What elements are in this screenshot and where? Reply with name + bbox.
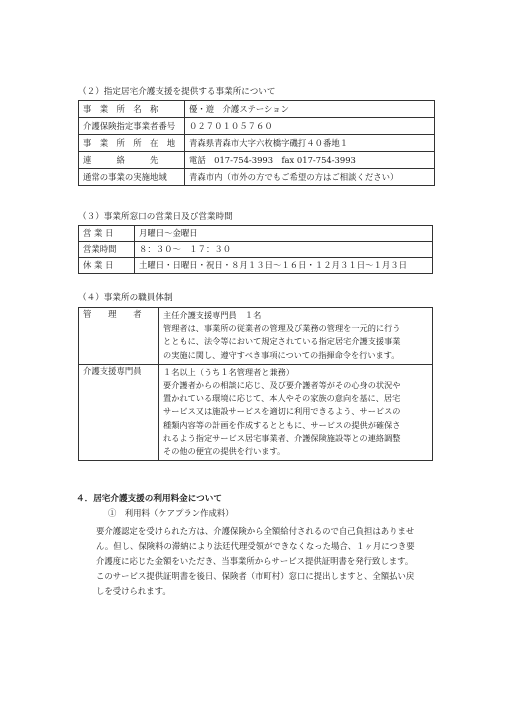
text-line: 要介護者からの相談に応じ、及び要介護者等がその心身の状況や	[163, 380, 401, 391]
text-line: 種類内容等の計画を作成するとともに、サービスの提供が確保さ	[163, 419, 401, 430]
text-line: れるよう指定サービス居宅事業者、介護保険施設等との連絡調整	[163, 432, 401, 443]
text-line: とともに、法令等において規定されている指定居宅介護支援事業	[163, 336, 401, 347]
paragraph-line: しを受けられます。	[96, 586, 171, 596]
table-row	[79, 152, 435, 169]
text-line: 置かれている環境に応じて、本人やその家族の意向を基に、居宅	[163, 393, 401, 404]
table-row	[79, 135, 435, 152]
table-row	[79, 118, 435, 135]
fees-subheading: ① 利用料（ケアプラン作成料）	[108, 508, 234, 518]
text-line: の実施に関し、遵守すべき事項についての指揮命令を行います。	[163, 349, 400, 360]
office-info-table	[78, 100, 435, 186]
paragraph-line: このサービス提供証明書を後日、保険者（市町村）窓口に提出しますと、全額払い戻	[96, 571, 415, 581]
row-value: 月曜日～金曜日	[135, 226, 433, 242]
row-value	[159, 364, 433, 460]
paragraph-line: 介護度に応じた金額をいただき、当事業所からサービス提供証明書を発行致します。	[96, 556, 414, 566]
row-label: 営 業 日	[79, 226, 135, 242]
text-line: 主任介護支援専門員 １名	[163, 310, 262, 320]
table-row	[79, 364, 433, 460]
row-value	[159, 308, 433, 365]
paragraph-line: 要介護認定を受けられた方は、介護保険から全額給付されるので自己負担はありませ	[96, 526, 415, 536]
row-label: 連 絡 先	[79, 152, 185, 169]
business-hours-table	[78, 225, 433, 274]
text-line: １名以上（うち１名管理者と兼務）	[163, 366, 295, 377]
row-value: 優・遊 介護ステーション	[185, 101, 435, 118]
row-value: 土曜日・日曜日・祝日・８月１３日～１６日・１２月３１日～１月３日	[135, 258, 433, 274]
row-label: 通常の事業の実施地域	[79, 169, 185, 186]
table-row	[79, 101, 435, 118]
table-row	[79, 242, 433, 258]
row-value: 電話 017-754-3993 fax 017-754-3993	[185, 152, 435, 169]
text-line: サービス又は施設サービスを適切に利用できるよう、サービスの	[163, 406, 401, 417]
text-line: その他の便宜の提供を行います。	[163, 446, 286, 457]
table-row	[79, 308, 433, 365]
row-label: 介護支援専門員	[79, 364, 159, 460]
fees-paragraph	[96, 524, 436, 599]
row-label: 事 業 所 名 称	[79, 101, 185, 118]
row-value: ０２７０１０５７６０	[185, 118, 435, 135]
row-label: 休 業 日	[79, 258, 135, 274]
row-value: 青森市内（市外の方でもご希望の方はご相談ください）	[185, 169, 435, 186]
row-label: 事 業 所 所 在 地	[79, 135, 185, 152]
table-row	[79, 226, 433, 242]
paragraph-line: ん。但し、保険料の滞納により法廷代理受領ができなくなった場合、１ヶ月につき要	[96, 541, 415, 551]
row-value: 青森県青森市大字六枚橋字磯打４０番地１	[185, 135, 435, 152]
fees-heading: ４．居宅介護支援の利用料金について	[76, 494, 222, 504]
section-4-heading: （４）事業所の職員体制	[78, 293, 173, 303]
row-value: ８：３０～ １７：３０	[135, 242, 433, 258]
table-row	[79, 258, 433, 274]
section-3-heading: （３）事業所窓口の営業日及び営業時間	[78, 212, 233, 222]
row-label: 営業時間	[79, 242, 135, 258]
staff-table	[78, 307, 433, 461]
section-2-heading: （２）指定居宅介護支援を提供する事業所について	[78, 87, 276, 97]
table-row	[79, 169, 435, 186]
row-label: 介護保険指定事業者番号	[79, 118, 185, 135]
row-label: 管 理 者	[79, 308, 159, 365]
text-line: 管理者は、事業所の従業者の管理及び業務の管理を一元的に行う	[163, 323, 401, 334]
